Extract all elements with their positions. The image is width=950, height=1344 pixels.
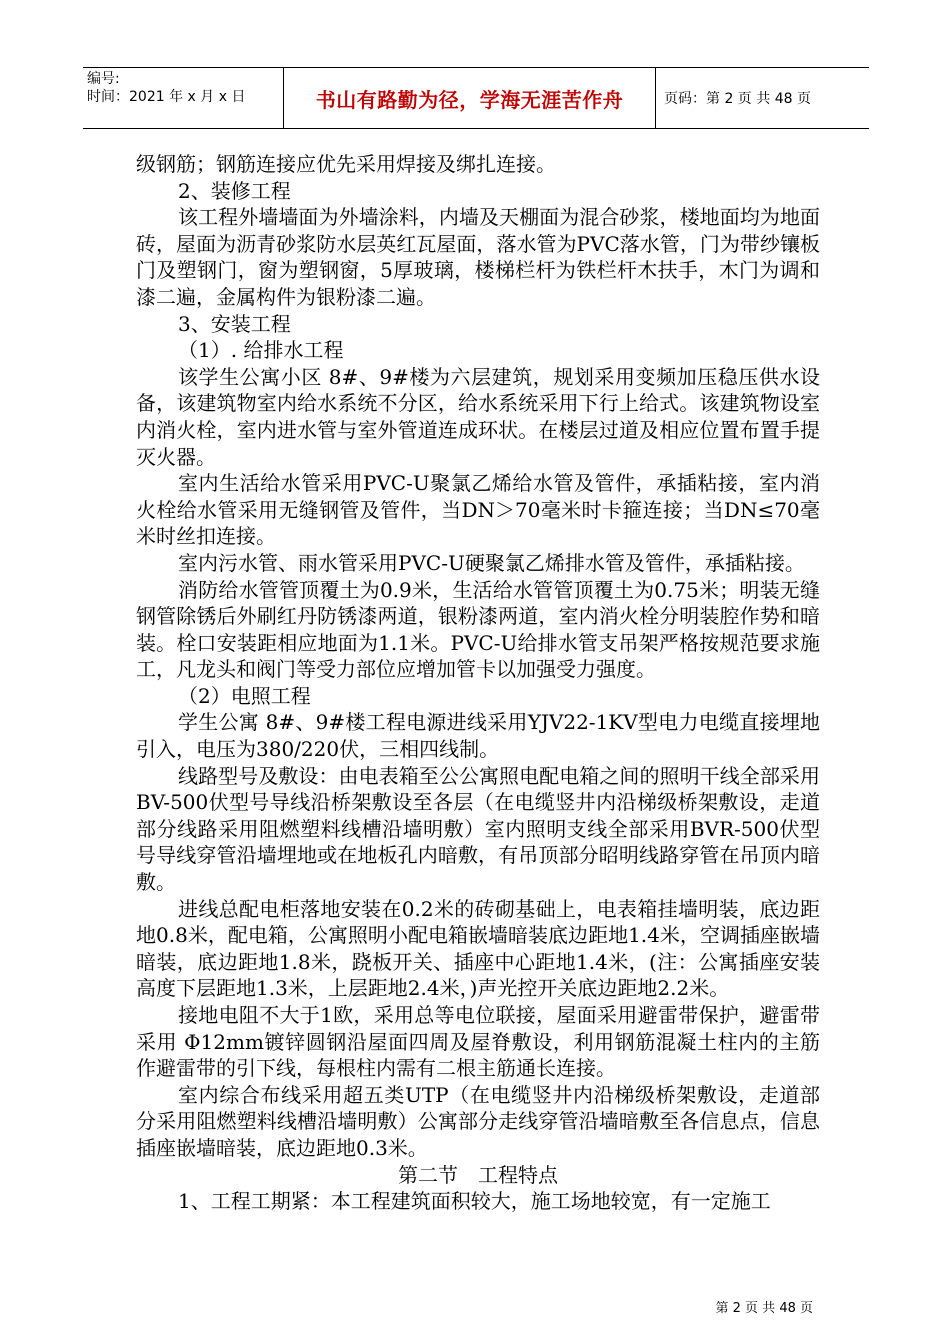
section-heading: 3、安装工程 (178, 311, 291, 336)
subsection-heading: （1）. 给排水工程 (178, 338, 344, 363)
paragraph: 室内生活给水管采用PVC-U聚氯乙烯给水管及管件，承插粘接，室内消火栓给水管采用无缝钢管及管件，当DN＞70毫米时卡箍连接；当DN≤70毫米时丝扣连接。 (136, 471, 820, 549)
paragraph: 消防给水管管顶覆土为0.9米，生活给水管管顶覆土为0.75米；明装无缝钢管除锈后外刷红丹防锈漆两道，银粉漆两道，室内消火栓分明装腔作势和暗装。栓口安装距相应地面为1.1米。PVC-U给排水管支吊架严格按规范要求施工，凡龙头和阀门等受力部位应增加管卡以加强受力强度。 (136, 577, 820, 682)
paragraph: 接地电阻不大于1欧，采用总等电位联接，屋面采用避雷带保护，避雷带采用 Φ12mm镀锌圆钢沿屋面四周及屋脊敷设，利用钢筋混凝土柱内的主筋作避雷带的引下线，每根柱内需有二根主筋通长连接。 (136, 1003, 820, 1081)
paragraph: 该工程外墙墙面为外墙涂料，内墙及天棚面为混合砂浆，楼地面均为地面砖，屋面为沥青砂浆防水层英红瓦屋面，落水管为PVC落水管，门为带纱镶板门及塑钢门，窗为塑钢窗，5厚玻璃，楼梯栏杆为铁栏杆木扶手，木门为调和漆二遍，金属构件为银粉漆二遍。 (136, 205, 820, 309)
paragraph: 级钢筋；钢筋连接应优先采用焊接及绑扎连接。 (136, 152, 556, 176)
document-body (136, 151, 820, 1215)
chapter-heading: 第二节 工程特点 (398, 1162, 558, 1187)
paragraph: 线路型号及敷设：由电表箱至公公寓照电配电箱之间的照明干线全部采用BV-500伏型号导线沿桥架敷设至各层（在电缆竖井内沿梯级桥架敷设，走道部分线路采用阻燃塑料线槽沿墙明敷）室内照明支线全部采用BVR-500伏型号导线穿管沿墙埋地或在地板孔内暗敷，有吊顶部分昭明线路穿管在吊顶内暗敷。 (136, 763, 820, 895)
header-info-cell (83, 68, 284, 128)
paragraph: 学生公寓 8#、9#楼工程电源进线采用YJV22-1KV型电力电缆直接埋地引入，电压为380/220伏，三相四线制。 (136, 710, 820, 762)
section-heading: 2、装修工程 (178, 178, 291, 203)
document-date-label: 时间：2021 年 x 月 x 日 (87, 89, 246, 105)
paragraph: 室内综合布线采用超五类UTP（在电缆竖井内沿梯级桥架敷设，走道部分采用阻燃塑料线槽沿墙明敷）公寓部分走线穿管沿墙暗敷至各信息点，信息插座嵌墙暗装，底边距地0.3米。 (136, 1082, 820, 1160)
paragraph: 进线总配电柜落地安装在0.2米的砖砌基础上，电表箱挂墙明装，底边距地0.8米，配电箱，公寓照明小配电箱嵌墙暗装底边距地1.4米，空调插座嵌墙暗装，底边距地1.8米，跷板开关、插座中心距地1.4米，(注：公寓插座安装高度下层距地1.3米，上层距地2.4米，)声光控开关底边距地2.2米。 (136, 896, 820, 1001)
paragraph: 该学生公寓小区 8#、9#楼为六层建筑，规划采用变频加压稳压供水设备，该建筑物室内给水系统不分区，给水系统采用下行上给式。该建筑物设室内消火栓，室内进水管与室外管道连成环状。在楼层过道及相应位置布置手提灭火器。 (136, 364, 820, 469)
paragraph: 室内污水管、雨水管采用PVC-U硬聚氯乙烯排水管及管件，承插粘接。 (178, 550, 805, 575)
header-page-code: 页码：第 2 页 共 48 页 (664, 91, 811, 107)
paragraph: 1、工程工期紧：本工程建筑面积较大，施工场地较宽，有一定施工 (178, 1189, 771, 1214)
header-motto: 书山有路勤为径，学海无涯苦作舟 (284, 68, 656, 128)
page-footer: 第 2 页 共 48 页 (715, 1301, 813, 1316)
subsection-heading: （2）电照工程 (178, 683, 311, 708)
page-header (83, 67, 869, 129)
document-number-label: 编号: (87, 71, 120, 87)
